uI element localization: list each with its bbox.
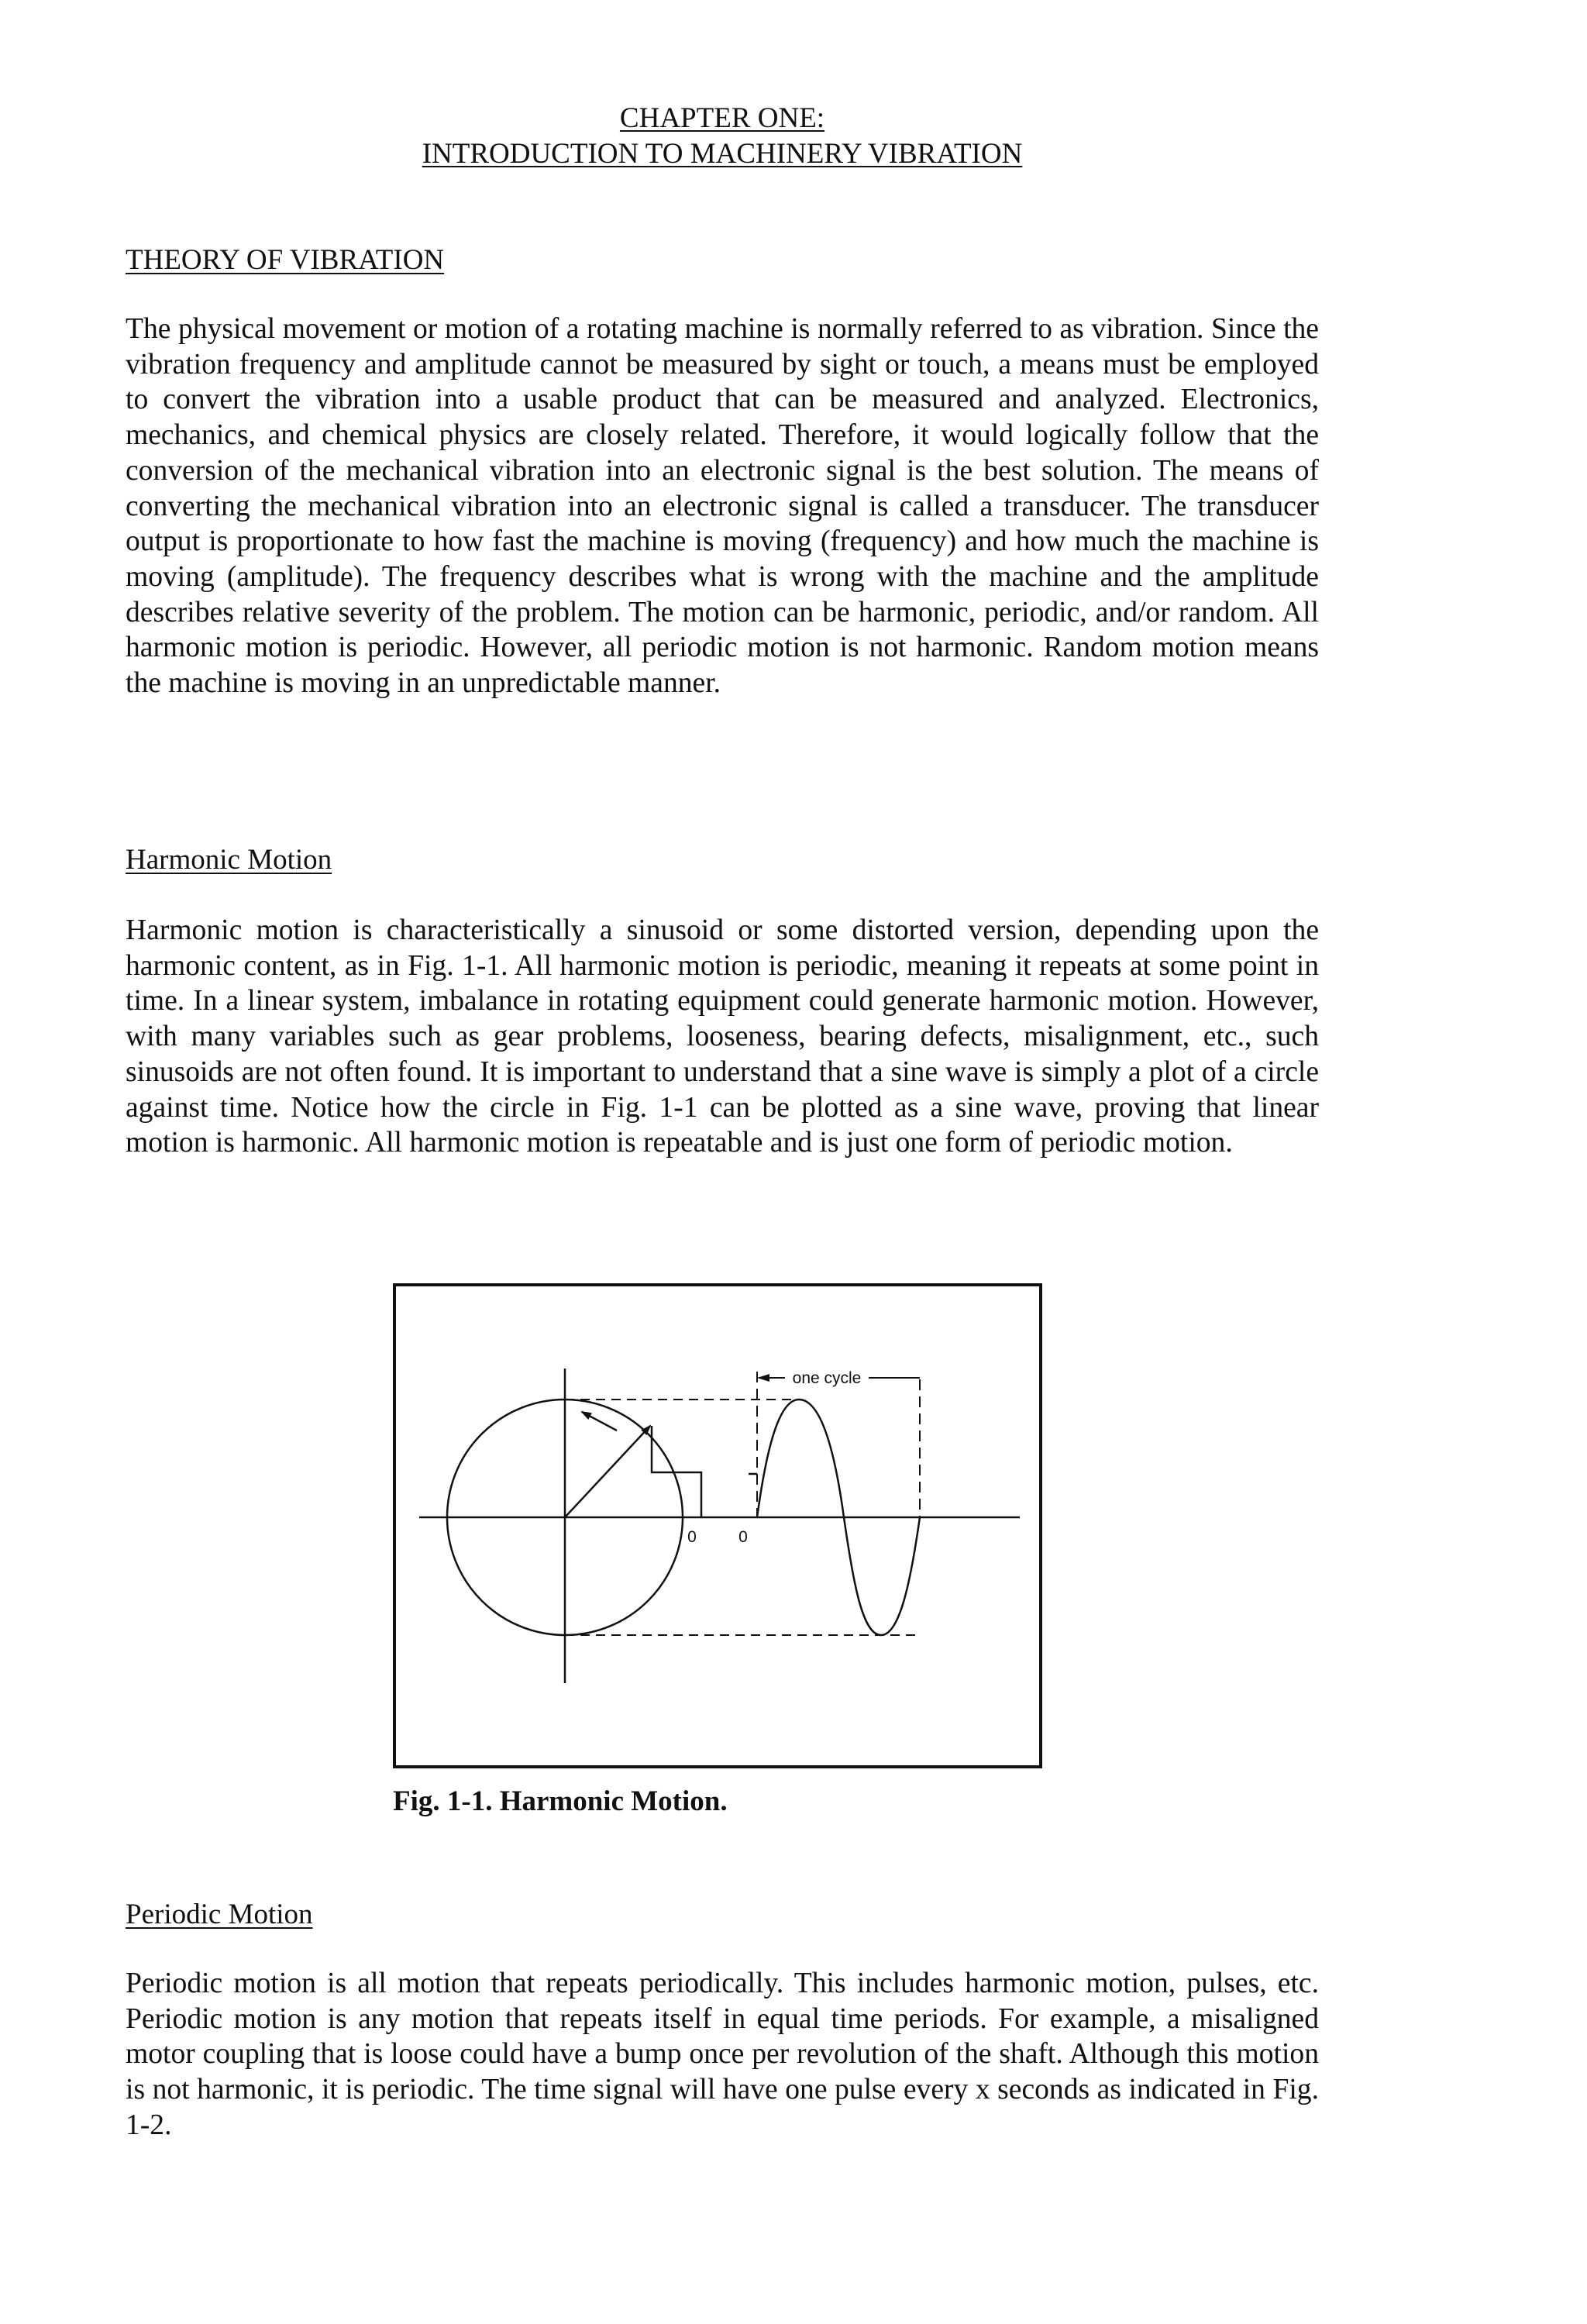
cycle-label: one cycle (792, 1369, 862, 1387)
section-heading-periodic: Periodic Motion (126, 1899, 313, 1930)
zero-label-circle: 0 (687, 1528, 697, 1546)
harmonic-motion-diagram (396, 1286, 1039, 1765)
figure-caption: Fig. 1-1. Harmonic Motion. (393, 1785, 728, 1817)
chapter-number: CHAPTER ONE: (619, 102, 825, 134)
paragraph-harmonic: Harmonic motion is characteristically a sinusoid or some distorted version, depending upon the harmonic content, as in Fig. 1-1. All harmonic motion is periodic, meaning it repeats at some point in time. In a linear system, imbalance in rotating equipment could generate harmonic motion. However, with many variables such as gear problems, looseness, bearing defects, misalignment, etc., such sinusoids are not often found. It is important to understand that a sine wave is simply a plot of a circle against time. Notice how the circle in Fig. 1-1 can be plotted as a sine wave, proving that linear motion is harmonic. All harmonic motion is repeatable and is just one form of periodic motion. (126, 914, 1319, 1159)
zero-label-wave: 0 (738, 1528, 748, 1546)
chapter-title (126, 101, 1319, 172)
chapter-subtitle: INTRODUCTION TO MACHINERY VIBRATION (422, 138, 1023, 170)
point-projection (652, 1426, 701, 1517)
figure-harmonic-motion (393, 1283, 1042, 1768)
document-page (126, 0, 1319, 2324)
paragraph-theory: The physical movement or motion of a rotating machine is normally referred to as vibration. Since the vibration frequency and amplitude cannot be measured by sight or touch, a means must be employed to convert the vibration into a usable product that can be measured and analyzed. Electronics, mechanics, and chemical physics are closely related. Therefore, it would logically follow that the conversion of the mechanical vibration into an electronic signal is the best solution. The means of converting the mechanical vibration into an electronic signal is called a transducer. The transducer output is proportionate to how fast the machine is moving (frequency) and how much the machine is moving (amplitude). The frequency describes what is wrong with the machine and the amplitude describes relative severity of the problem. The motion can be harmonic, periodic, and/or random. All harmonic motion is periodic. However, all periodic motion is not harmonic. Random motion means the machine is moving in an unpredictable manner. (126, 313, 1319, 700)
rotation-arrow (582, 1412, 617, 1431)
paragraph-periodic: Periodic motion is all motion that repeats periodically. This includes harmonic motion, pulses, etc. Periodic motion is any motion that repeats itself in equal time periods. For example, a misaligned motor coupling that is loose could have a bump once per revolution of the shaft. Although this motion is not harmonic, it is periodic. The time signal will have one pulse every x seconds as indicated in Fig. 1-2. (126, 1968, 1319, 2141)
section-heading-harmonic: Harmonic Motion (126, 844, 332, 876)
section-heading-theory: THEORY OF VIBRATION (126, 244, 445, 276)
radius-arrow (565, 1426, 650, 1517)
